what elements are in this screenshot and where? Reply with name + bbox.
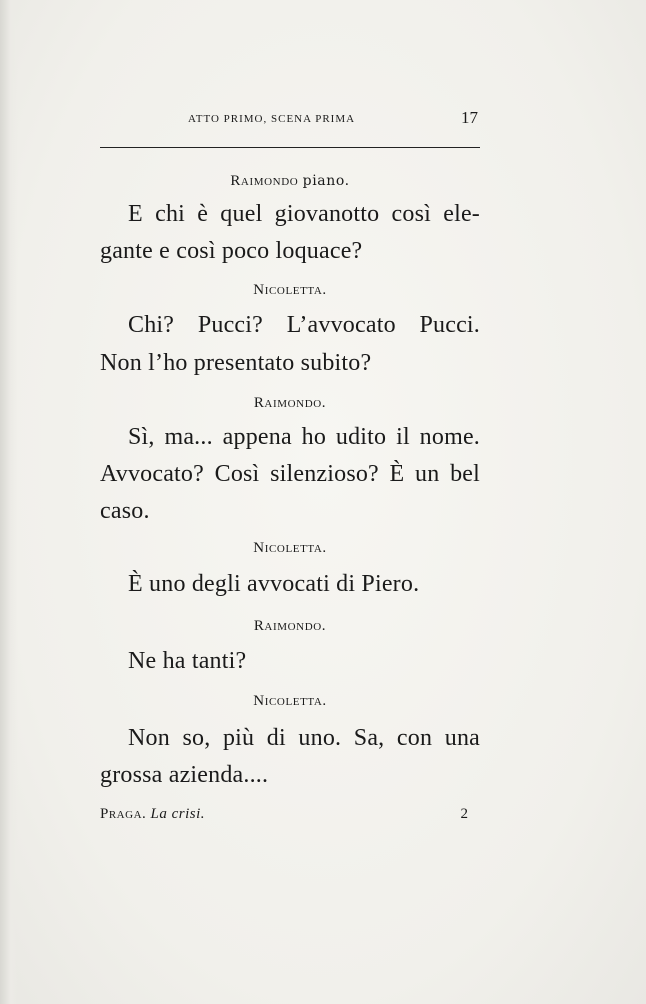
dialogue-line: E chi è quel giovanotto così ele- [128,201,480,227]
speaker-heading [100,693,480,710]
speaker-name: Raimondo. [253,395,327,411]
page-number: 17 [461,108,478,127]
speaker-name: Nicoletta. [253,282,327,298]
dialogue-line: grossa azienda.... [100,762,269,788]
page-edge-shadow [0,0,18,1004]
dialogue-line: Sì, ma... appena ho udito il nome. [128,424,480,450]
dialogue-line: Chi? Pucci? L’avvocato Pucci. [128,312,480,338]
page-header [100,108,480,130]
speaker-heading [100,173,480,190]
dialogue-line: caso. [100,498,150,524]
speaker-heading [100,540,480,557]
dialogue-line: Non l’ho presentato subito? [100,350,372,376]
dialogue-line: Ne ha tanti? [128,648,247,674]
footer-author: Praga. [100,806,147,822]
footer-title: La crisi. [150,806,206,822]
running-head: ATTO PRIMO, SCENA PRIMA [188,113,356,125]
speaker-heading [100,395,480,412]
dialogue-line: Avvocato? Così silenzioso? È un bel [100,461,480,487]
dialogue-line: È uno degli avvocati di Piero. [128,571,420,597]
signature-line [100,806,205,823]
speaker-heading [100,618,480,635]
dialogue-line: Non so, più di uno. Sa, con una [128,725,480,751]
speaker-name: Nicoletta. [253,693,327,709]
stage-direction: piano. [302,173,350,189]
dialogue-line: gante e così poco loquace? [100,238,363,264]
speaker-heading [100,282,480,299]
speaker-name: Nicoletta. [253,540,327,556]
signature-mark: 2 [460,806,468,822]
header-rule [100,147,480,148]
speaker-name: Raimondo. [253,618,327,634]
page-footer [100,804,480,828]
speaker-name: Raimondo [230,173,299,189]
